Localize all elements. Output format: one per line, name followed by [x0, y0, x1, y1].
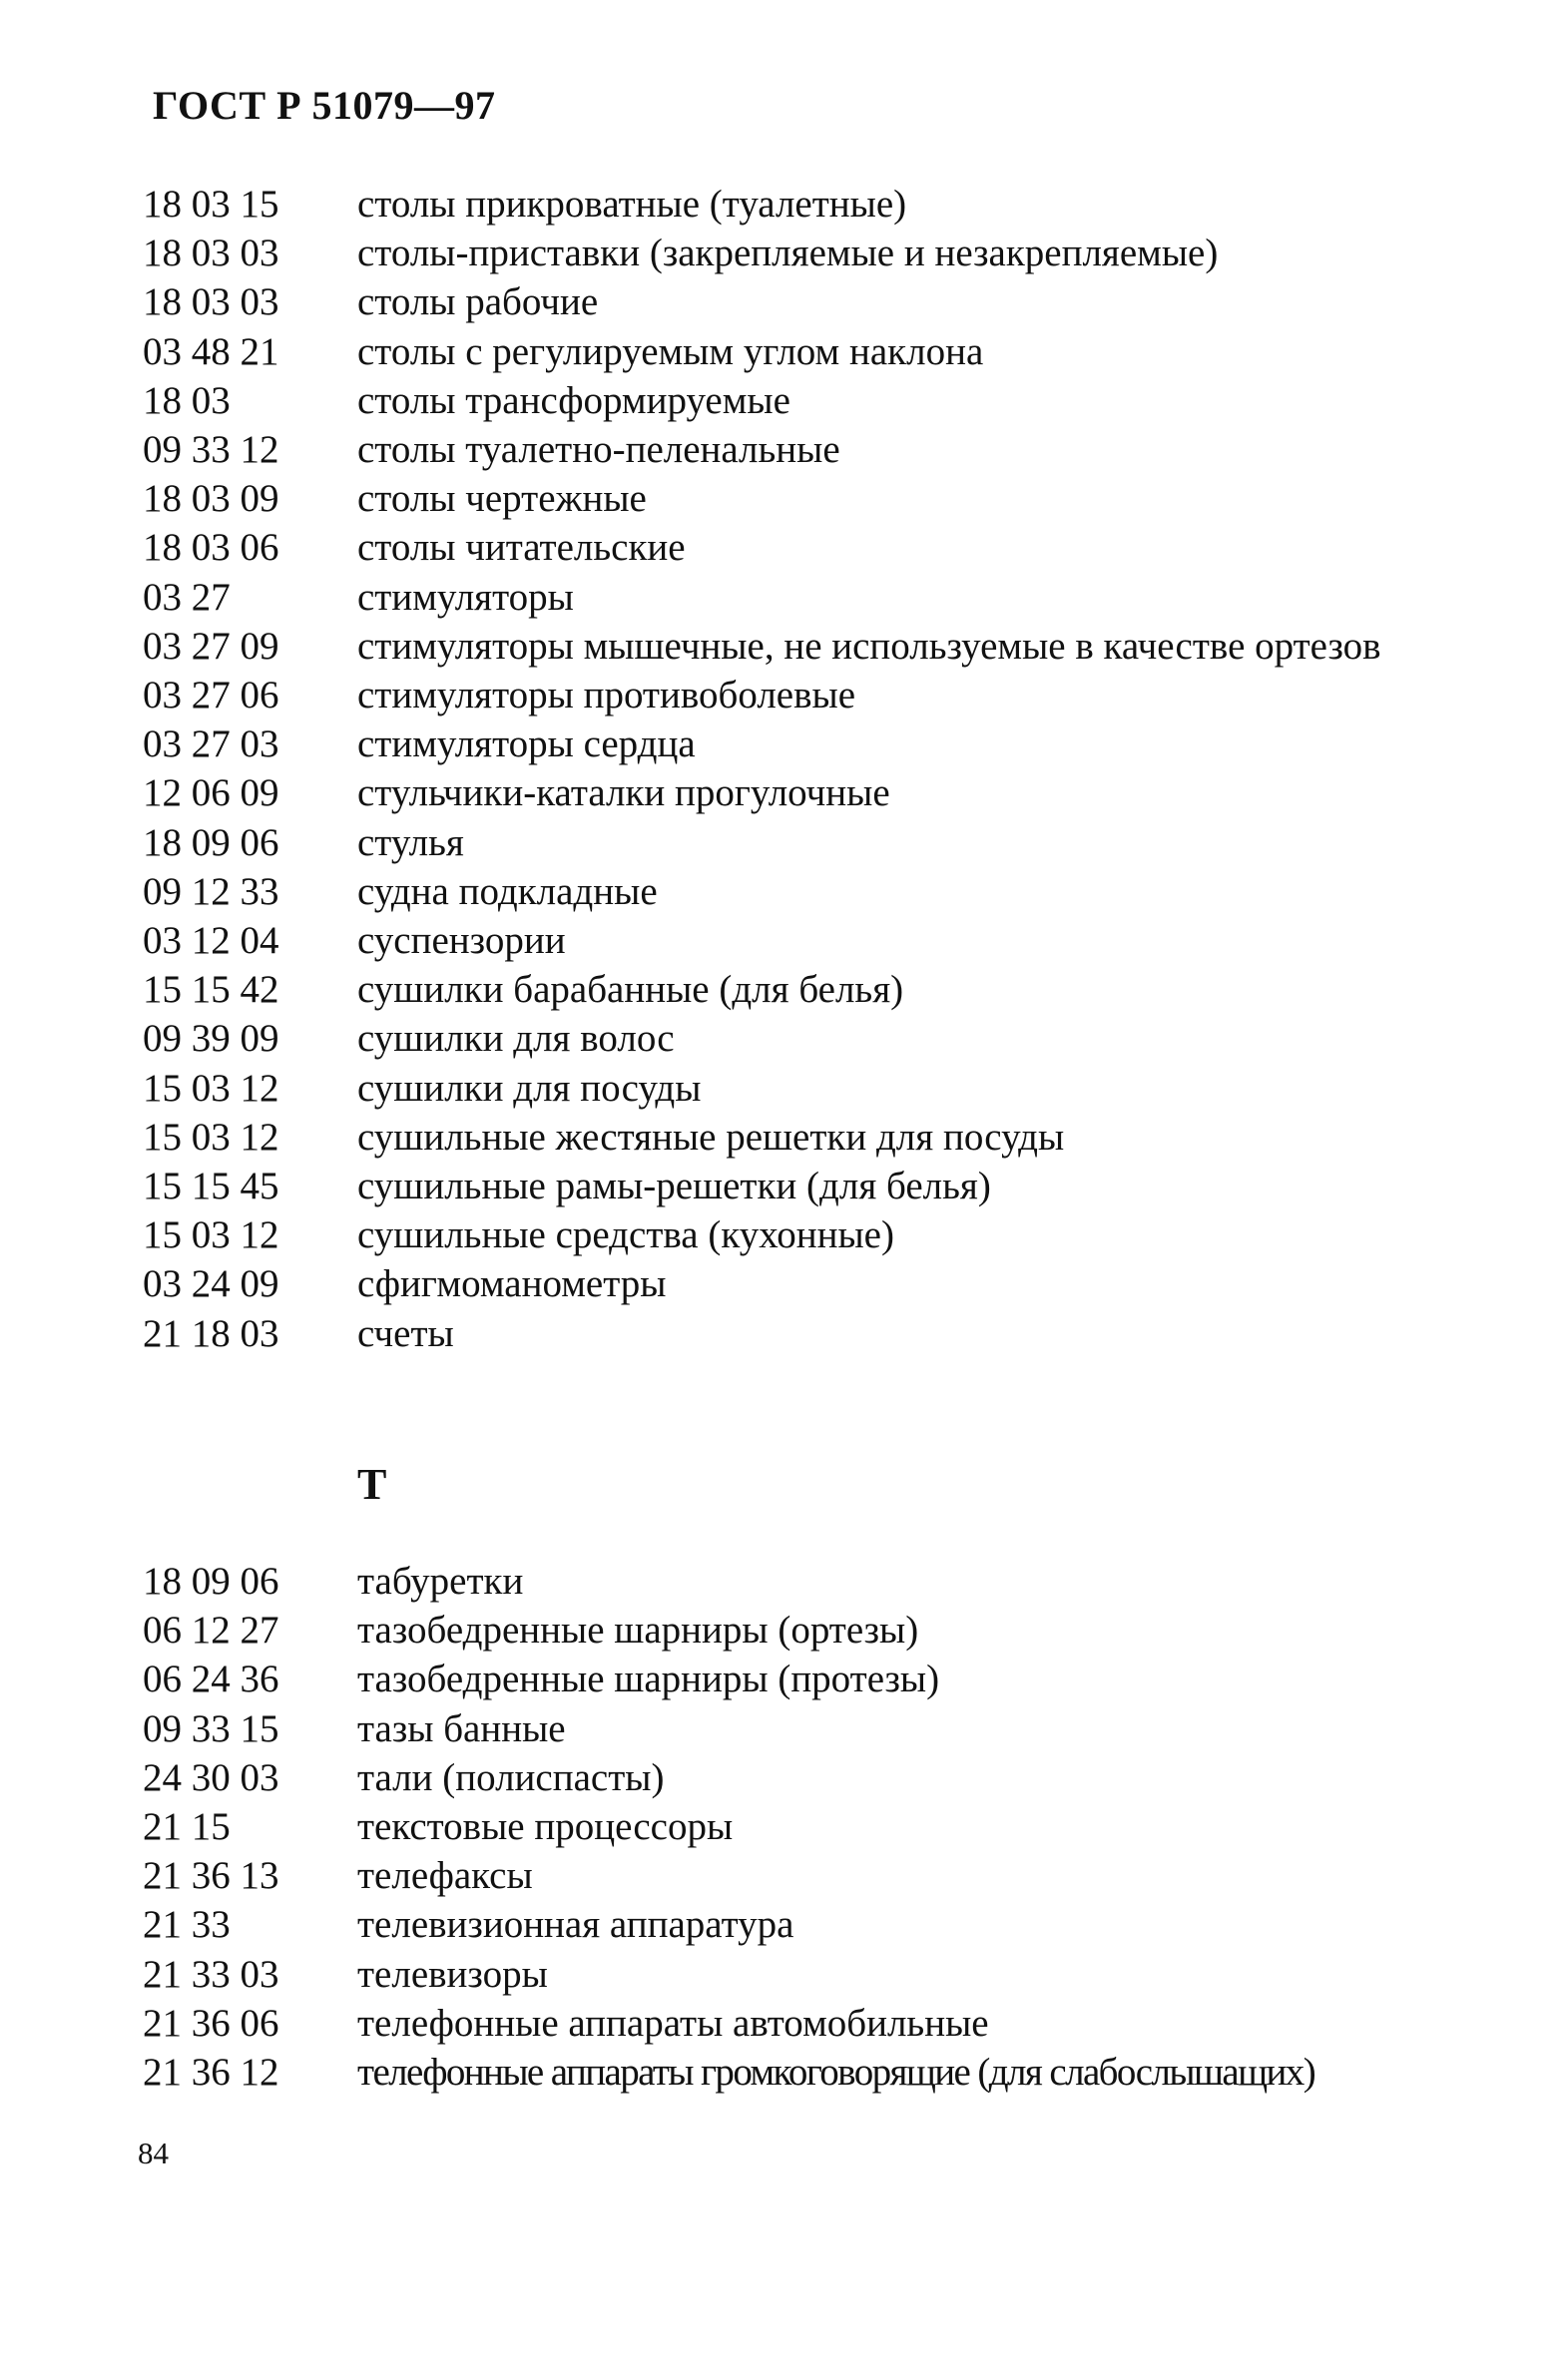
index-entry [143, 425, 1530, 474]
entry-term: столы чертежные [357, 477, 647, 521]
entry-code: 21 33 [143, 1903, 231, 1947]
entry-term: столы-приставки (закрепляемые и незакрепляемые) [357, 232, 1219, 275]
entry-code: 15 15 45 [143, 1165, 279, 1208]
entry-code: 09 39 09 [143, 1017, 279, 1061]
index-entry [143, 818, 1530, 867]
entry-code: 18 03 15 [143, 183, 279, 226]
section-letter: Т [357, 1460, 387, 1509]
entry-code: 06 12 27 [143, 1609, 279, 1653]
index-entry [143, 1753, 1530, 1802]
entry-term: стульчики-каталки прогулочные [357, 771, 890, 815]
entry-term: сушилки для волос [357, 1017, 675, 1061]
entry-term: сушилки барабанные (для белья) [357, 968, 904, 1012]
entry-term: телефонные аппараты автомобильные [357, 2001, 989, 2045]
entry-code: 18 03 06 [143, 526, 279, 570]
entry-term: столы читательские [357, 526, 686, 570]
index-entry [143, 2048, 1530, 2097]
entry-term: тали (полиспасты) [357, 1755, 665, 1799]
index-entry [143, 719, 1530, 768]
entry-term: сфигмоманометры [357, 1262, 667, 1306]
index-entry [143, 327, 1530, 376]
entry-term: столы с регулируемым углом наклона [357, 329, 984, 373]
index-entry [143, 916, 1530, 965]
entry-code: 21 36 12 [143, 2051, 279, 2095]
entry-term: тазы банные [357, 1706, 566, 1750]
index-entry [143, 965, 1530, 1014]
index-entry [143, 1210, 1530, 1259]
index-entry [143, 523, 1530, 572]
index-entry [143, 1950, 1530, 1999]
index-entry [143, 1999, 1530, 2048]
page-number: 84 [138, 2136, 169, 2170]
entry-term: текстовые процессоры [357, 1805, 734, 1849]
entry-term: сушилки для посуды [357, 1066, 702, 1110]
entry-term: сушильные жестяные решетки для посуды [357, 1115, 1065, 1159]
index-entry [143, 622, 1530, 671]
entry-code: 03 12 04 [143, 919, 279, 963]
entry-code: 18 09 06 [143, 820, 279, 864]
index-entry [143, 1557, 1530, 1606]
entry-code: 18 03 03 [143, 232, 279, 275]
entry-term: счеты [357, 1311, 454, 1355]
entry-code: 03 48 21 [143, 329, 279, 373]
index-entry [143, 474, 1530, 523]
entry-term: телевизоры [357, 1952, 548, 1996]
entry-code: 15 15 42 [143, 968, 279, 1012]
index-entry [143, 1259, 1530, 1308]
index-entry [143, 768, 1530, 817]
index-entry [143, 1802, 1530, 1851]
index-entry [143, 229, 1530, 277]
entry-term: табуретки [357, 1560, 524, 1603]
entry-code: 12 06 09 [143, 771, 279, 815]
index-entry [143, 867, 1530, 916]
entry-code: 21 33 03 [143, 1952, 279, 1996]
entry-code: 21 36 06 [143, 2001, 279, 2045]
entry-term: сушильные средства (кухонные) [357, 1213, 894, 1257]
index-entry [143, 573, 1530, 622]
entry-code: 24 30 03 [143, 1755, 279, 1799]
entry-code: 09 12 33 [143, 869, 279, 913]
entry-code: 18 03 09 [143, 477, 279, 521]
index-entry [143, 1064, 1530, 1113]
index-entry [143, 671, 1530, 719]
entry-term: телефонные аппараты громкоговорящие (для слабослышащих) [357, 2051, 1315, 2095]
entry-term: тазобедренные шарниры (ортезы) [357, 1609, 919, 1653]
entry-code: 03 27 06 [143, 674, 279, 717]
index-entry [143, 1113, 1530, 1162]
index-entry [143, 180, 1530, 229]
entry-code: 09 33 15 [143, 1706, 279, 1750]
entry-code: 18 03 [143, 378, 231, 422]
entry-term: судна подкладные [357, 869, 658, 913]
entry-term: стулья [357, 820, 464, 864]
index-entry [143, 1606, 1530, 1655]
entry-code: 03 24 09 [143, 1262, 279, 1306]
index-entry [143, 1309, 1530, 1358]
entry-term: тазобедренные шарниры (протезы) [357, 1658, 940, 1701]
index-list-s [143, 180, 1530, 1358]
index-entry [143, 1014, 1530, 1063]
entry-code: 03 27 [143, 575, 231, 619]
entry-term: телефаксы [357, 1854, 533, 1898]
entry-term: столы трансформируемые [357, 378, 790, 422]
entry-term: телевизионная аппаратура [357, 1903, 794, 1947]
entry-term: сушильные рамы-решетки (для белья) [357, 1165, 991, 1208]
entry-code: 03 27 03 [143, 722, 279, 766]
index-entry [143, 1704, 1530, 1753]
index-entry [143, 277, 1530, 326]
index-list-t [143, 1557, 1530, 2097]
index-entry [143, 1655, 1530, 1703]
entry-code: 06 24 36 [143, 1658, 279, 1701]
entry-code: 15 03 12 [143, 1066, 279, 1110]
entry-term: столы прикроватные (туалетные) [357, 183, 907, 226]
entry-term: столы рабочие [357, 280, 599, 324]
entry-term: стимуляторы мышечные, не используемые в качестве ортезов [357, 624, 1381, 668]
index-entry [143, 376, 1530, 425]
entry-code: 09 33 12 [143, 428, 279, 472]
entry-code: 21 15 [143, 1805, 231, 1849]
index-entry [143, 1851, 1530, 1900]
index-entry [143, 1900, 1530, 1949]
entry-code: 15 03 12 [143, 1115, 279, 1159]
entry-code: 03 27 09 [143, 624, 279, 668]
entry-code: 21 18 03 [143, 1311, 279, 1355]
entry-term: стимуляторы сердца [357, 722, 696, 766]
entry-term: стимуляторы противоболевые [357, 674, 856, 717]
entry-term: столы туалетно-пеленальные [357, 428, 840, 472]
entry-code: 15 03 12 [143, 1213, 279, 1257]
index-entry [143, 1162, 1530, 1210]
entry-term: суспензории [357, 919, 566, 963]
entry-code: 18 03 03 [143, 280, 279, 324]
entry-term: стимуляторы [357, 575, 574, 619]
entry-code: 21 36 13 [143, 1854, 279, 1898]
entry-code: 18 09 06 [143, 1560, 279, 1603]
document-header: ГОСТ Р 51079—97 [153, 83, 496, 128]
